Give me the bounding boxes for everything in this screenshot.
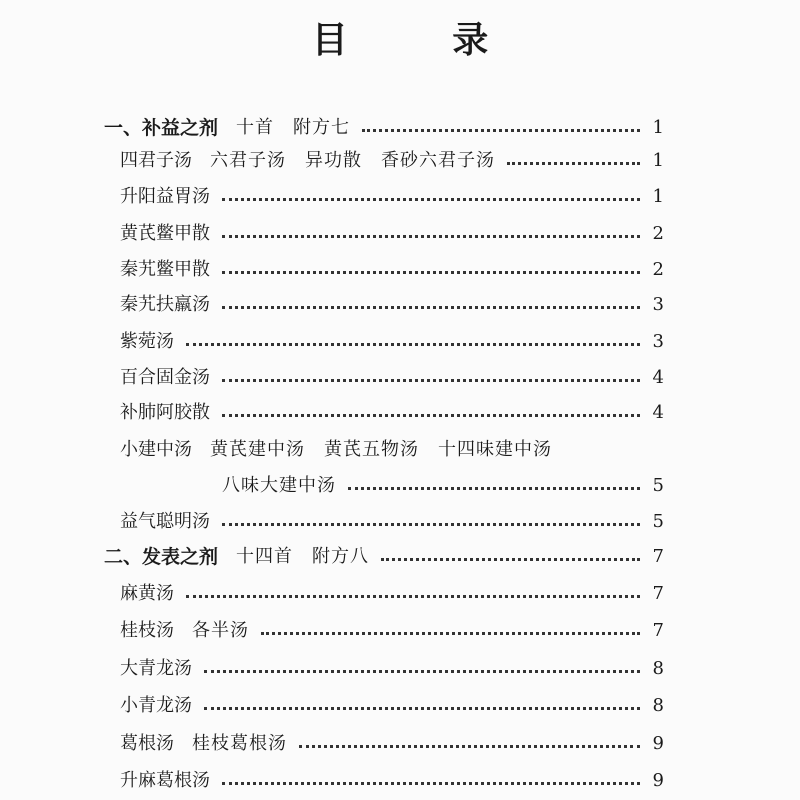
toc-entry-title: 四君子汤 — [120, 150, 192, 171]
toc-page-number: 2 — [652, 259, 664, 280]
toc-entry-title: 升阳益胃汤 — [120, 186, 210, 207]
toc-page-number: 7 — [652, 546, 664, 567]
toc-entry-title: 秦艽扶羸汤 — [120, 294, 210, 315]
leader-dots — [222, 782, 640, 785]
toc-entry — [120, 618, 664, 644]
leader-dots — [204, 707, 640, 710]
leader-dots — [381, 558, 640, 561]
toc-page-number: 5 — [652, 475, 664, 496]
toc-entry-continuation — [222, 473, 664, 499]
toc-entry-note: 十首 附方七 — [236, 117, 351, 138]
leader-dots — [348, 487, 640, 490]
toc-page-number: 8 — [652, 695, 664, 716]
toc-entry-title: 升麻葛根汤 — [120, 770, 210, 791]
toc-entry-title: 大青龙汤 — [120, 658, 192, 679]
toc-entry-section — [104, 115, 664, 141]
toc-entry-title: 麻黄汤 — [120, 583, 174, 604]
toc-entry-note: 黄芪建中汤 黄芪五物汤 十四味建中汤 — [210, 439, 552, 460]
toc-page-number: 3 — [652, 331, 664, 352]
toc-entry — [120, 365, 664, 391]
toc-entry-note: 六君子汤 异功散 香砂六君子汤 — [210, 150, 495, 171]
toc-entry-section — [104, 544, 664, 570]
toc-entry — [120, 581, 664, 607]
toc-entry — [120, 509, 664, 535]
toc-page-number: 1 — [652, 117, 664, 138]
leader-dots — [204, 670, 640, 673]
leader-dots — [261, 632, 640, 635]
leader-dots — [186, 595, 640, 598]
leader-dots — [186, 343, 640, 346]
toc-entry-title: 小青龙汤 — [120, 695, 192, 716]
leader-dots — [222, 379, 640, 382]
toc-entry — [120, 257, 664, 283]
toc-entry-title: 葛根汤 — [120, 733, 174, 754]
toc-page-number: 4 — [652, 367, 664, 388]
toc-entry — [120, 221, 664, 247]
toc-entry — [120, 400, 664, 426]
toc-page-number: 3 — [652, 294, 664, 315]
toc-page-number: 4 — [652, 402, 664, 423]
leader-dots — [222, 198, 640, 201]
toc-entry — [120, 731, 664, 757]
toc-entry — [120, 768, 664, 794]
toc-entry-note: 各半汤 — [192, 620, 249, 641]
toc-page-number: 2 — [652, 223, 664, 244]
toc-entry — [120, 693, 664, 719]
toc-entry-title: 二、发表之剂 — [104, 546, 219, 568]
toc-page-number: 7 — [652, 620, 664, 641]
toc-entry — [120, 656, 664, 682]
toc-entry — [120, 148, 664, 174]
leader-dots — [299, 745, 640, 748]
leader-dots — [222, 306, 640, 309]
toc-entry — [120, 437, 664, 463]
toc-entry-title: 黄芪鳖甲散 — [120, 223, 210, 244]
leader-dots — [507, 162, 640, 165]
toc-entry — [120, 184, 664, 210]
leader-dots — [222, 235, 640, 238]
toc-entry-note: 桂枝葛根汤 — [192, 733, 287, 754]
toc-page-number: 9 — [652, 733, 664, 754]
toc-page-number: 9 — [652, 770, 664, 791]
toc-entry-title: 紫菀汤 — [120, 331, 174, 352]
toc-page-number: 7 — [652, 583, 664, 604]
leader-dots — [222, 271, 640, 274]
toc-page-number: 1 — [652, 186, 664, 207]
toc-entry-note: 十四首 附方八 — [236, 546, 370, 567]
toc-entry — [120, 292, 664, 318]
toc-entry-title: 秦艽鳖甲散 — [120, 259, 210, 280]
leader-dots — [362, 129, 640, 132]
page-title: 目 录 — [311, 20, 535, 61]
toc-page-number: 1 — [652, 150, 664, 171]
toc-entry-title: 补肺阿胶散 — [120, 402, 210, 423]
toc-entry-title: 小建中汤 — [120, 439, 192, 460]
toc-entry-title: 一、补益之剂 — [104, 117, 219, 139]
toc-entry — [120, 329, 664, 355]
toc-page-number: 5 — [652, 511, 664, 532]
toc-entry-title: 百合固金汤 — [120, 367, 210, 388]
leader-dots — [222, 414, 640, 417]
toc-entry-title: 桂枝汤 — [120, 620, 174, 641]
toc-page-number: 8 — [652, 658, 664, 679]
toc-entry-title: 益气聪明汤 — [120, 511, 210, 532]
toc-entry-note: 八味大建中汤 — [222, 475, 336, 496]
leader-dots — [222, 523, 640, 526]
